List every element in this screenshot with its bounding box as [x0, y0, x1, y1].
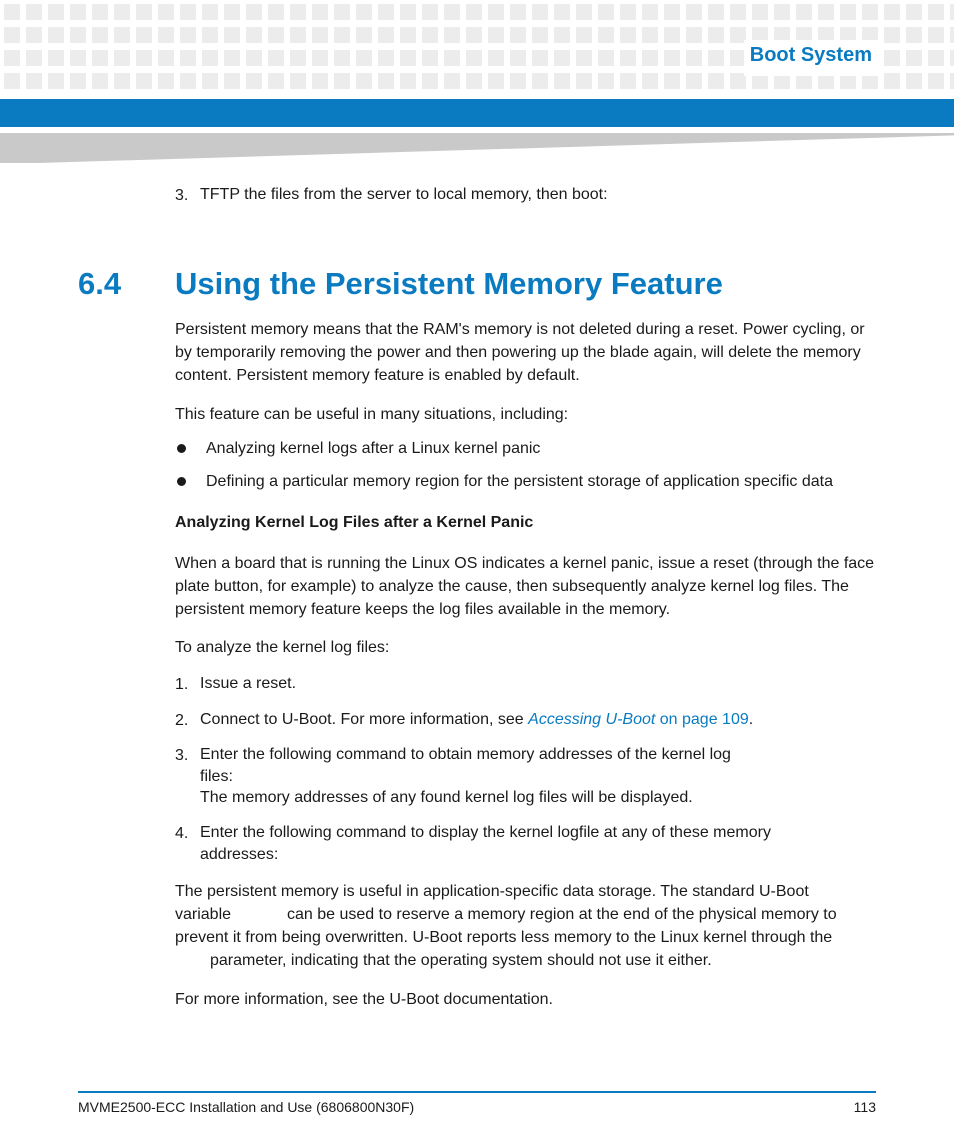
step-text — [200, 709, 800, 731]
footer-page-number: 113 — [853, 1099, 876, 1115]
step-number: 4. — [175, 825, 189, 842]
bullet-dot — [177, 444, 186, 453]
step-number: 2. — [175, 712, 189, 729]
step-text-line: Enter the following command to display the kernel logfile at any of these memory — [200, 824, 771, 841]
header-chapter-title: Boot System — [749, 44, 872, 66]
accessing-uboot-link[interactable] — [528, 711, 749, 728]
intro-paragraph: Persistent memory means that the RAM's memory is not deleted during a reset. Power cycling, or by temporarily removing the power and then powering up the blade again, will delete the memory content. Persistent memory feature is enabled by default. — [175, 321, 865, 384]
more-info: For more information, see the U-Boot documentation. — [175, 991, 553, 1008]
step-top-number: 3. — [175, 187, 189, 204]
footer-rule — [78, 1091, 876, 1093]
section-title: Using the Persistent Memory Feature — [175, 266, 723, 301]
step-number: 3. — [175, 747, 189, 764]
subheading: Analyzing Kernel Log Files after a Kernel Panic — [175, 514, 534, 531]
storage-line: The persistent memory is useful in application-specific data storage. The standard U-Boot — [175, 883, 809, 900]
step-text-before: Connect to U-Boot. For more information, see — [200, 711, 529, 728]
link-title: Accessing U-Boot — [528, 711, 656, 728]
bullet-item: Defining a particular memory region for the persistent storage of application specific data — [206, 473, 833, 490]
storage-line: can be used to reserve a memory region at the end of the physical memory to — [287, 906, 837, 923]
section-number: 6.4 — [78, 266, 122, 301]
step-text-line: Enter the following command to obtain memory addresses of the kernel log — [200, 746, 731, 763]
step-number: 1. — [175, 676, 189, 693]
step-text-line: The memory addresses of any found kernel log files will be displayed. — [200, 789, 693, 806]
storage-line: parameter, indicating that the operating system should not use it either. — [210, 952, 712, 969]
storage-line: prevent it from being overwritten. U-Boot reports less memory to the Linux kernel through the — [175, 929, 833, 946]
link-page: on page 109 — [655, 711, 749, 728]
storage-line: variable — [175, 906, 232, 923]
header-gray-wedge — [0, 133, 954, 163]
bullet-item: Analyzing kernel logs after a Linux kernel panic — [206, 440, 541, 457]
bullet-dot — [177, 477, 186, 486]
step-text-after: . — [748, 711, 754, 728]
header-blue-bar — [0, 99, 954, 127]
step-text-line: addresses: — [200, 846, 279, 863]
kernel-panic-paragraph: When a board that is running the Linux OS indicates a kernel panic, issue a reset (through the face plate button, for example) to analyze the cause, then subsequently analyze kernel log files. The persistent memory feature keeps the log files available in the memory. — [175, 555, 875, 618]
step-top-text: TFTP the files from the server to local memory, then boot: — [200, 186, 608, 203]
analyze-intro: To analyze the kernel log files: — [175, 639, 390, 656]
step-text: Issue a reset. — [200, 675, 297, 692]
useful-intro: This feature can be useful in many situations, including: — [175, 406, 569, 423]
step-text-line: files: — [200, 768, 233, 785]
footer-doc-title: MVME2500-ECC Installation and Use (6806800N30F) — [78, 1099, 415, 1115]
